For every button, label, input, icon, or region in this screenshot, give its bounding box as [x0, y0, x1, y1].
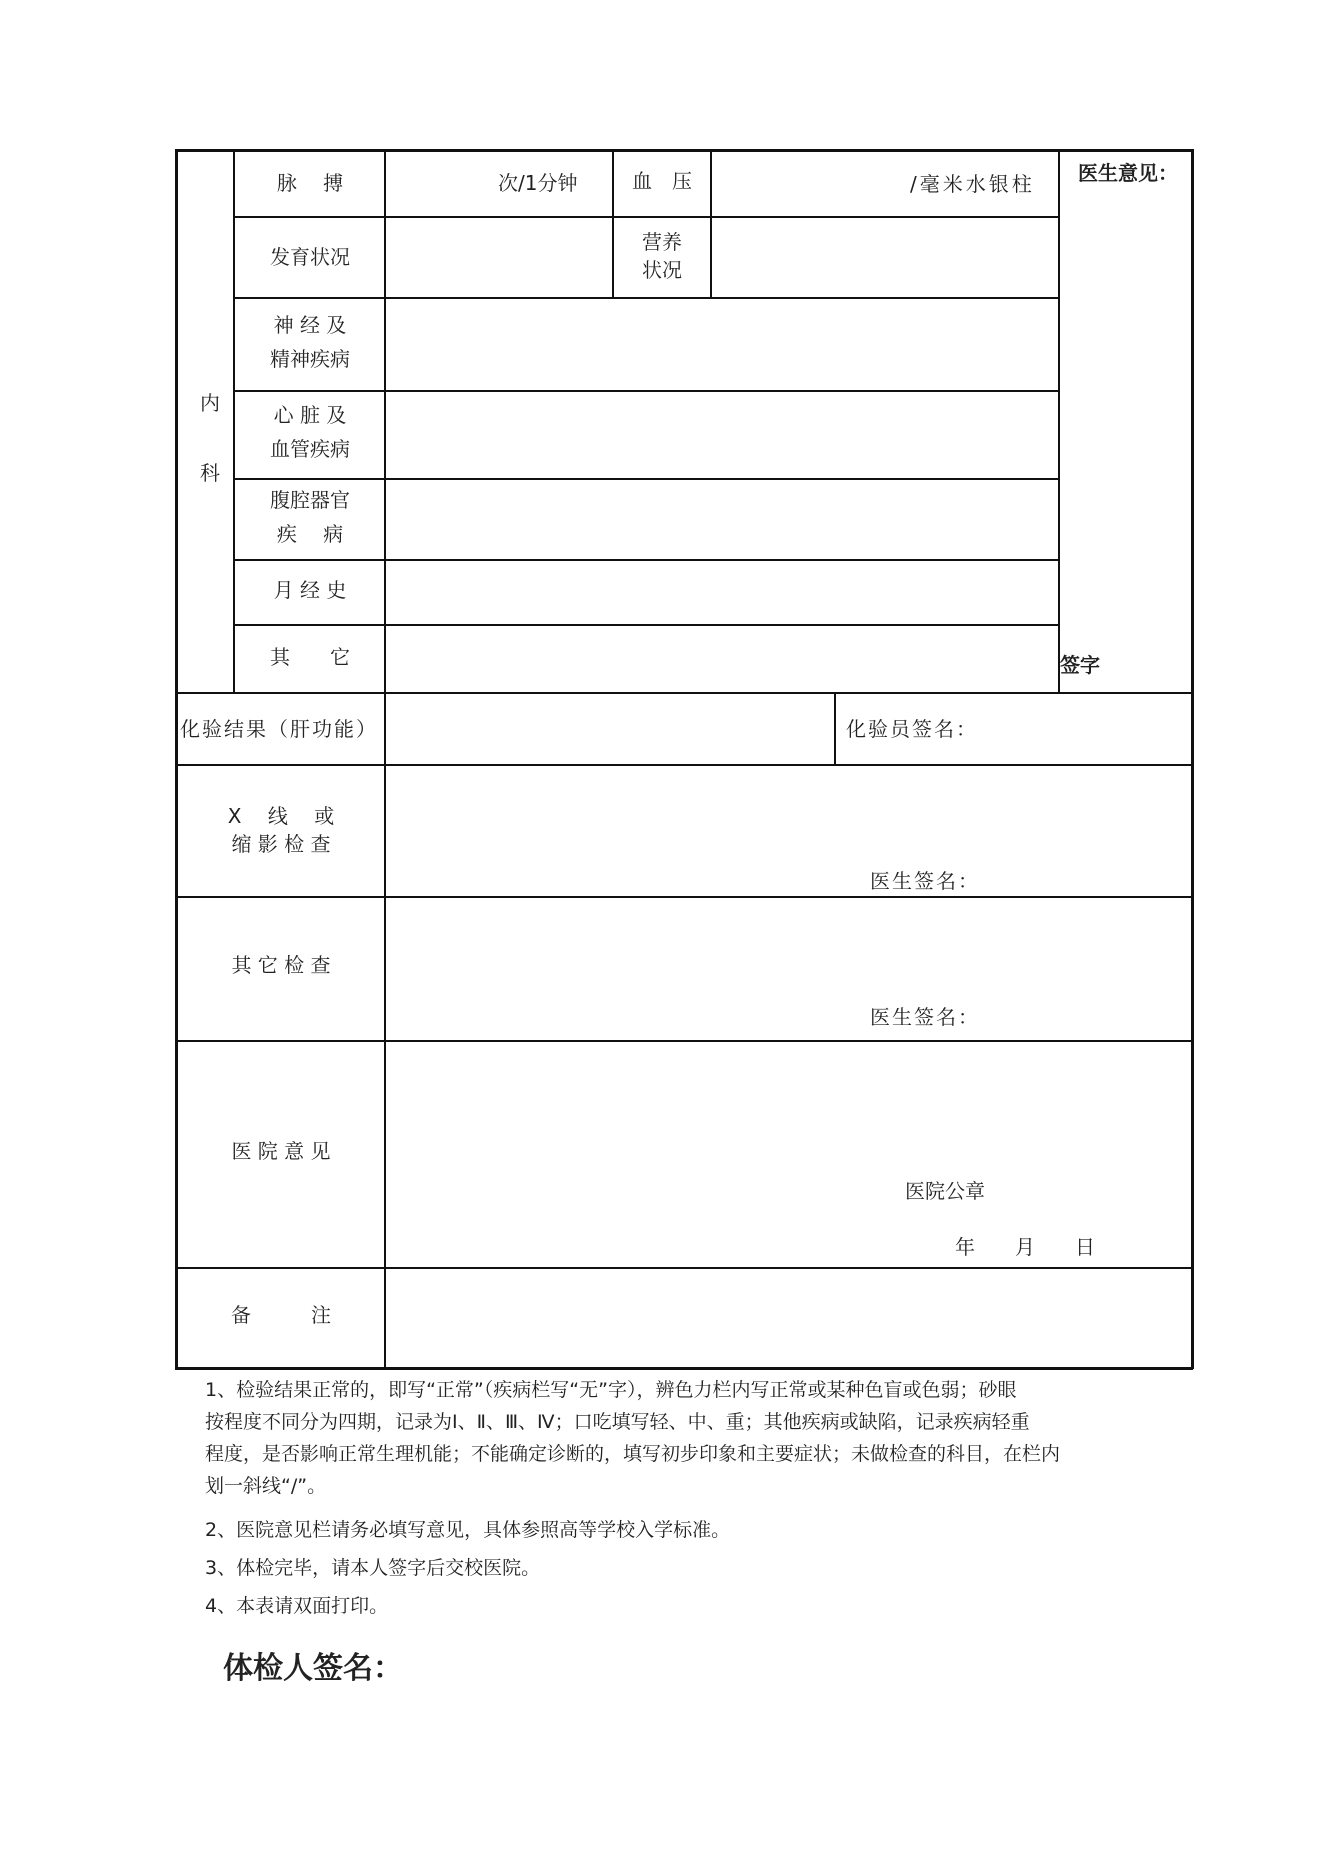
- hospital-date-label: 年 月 日: [955, 1235, 1095, 1259]
- abdomen-label-line: 腹腔器官: [270, 488, 350, 512]
- note-line: 4、本表请双面打印。: [205, 1595, 389, 1617]
- neuro-label-line: 神 经 及: [273, 313, 347, 337]
- lab-result-label: 化验结果（肝功能）: [180, 717, 378, 741]
- development-label: 发育状况: [270, 245, 350, 269]
- internal-medicine-label-line: 科: [200, 461, 220, 485]
- divider: [175, 1040, 1193, 1042]
- signature-label: 签字: [1060, 653, 1100, 677]
- hospital-stamp-label: 医院公章: [905, 1179, 985, 1203]
- note-line: 程度，是否影响正常生理机能；不能确定诊断的，填写初步印象和主要症状；未做检查的科目，在栏内: [205, 1443, 1061, 1465]
- pulse-unit: 次/1分钟: [498, 171, 578, 195]
- table-border-bottom: [175, 1367, 1193, 1370]
- remarks-label: 备 注: [231, 1303, 331, 1327]
- nutrition-label-line: 营养: [642, 230, 682, 254]
- cardio-label: [236, 398, 384, 466]
- neuro-label-line: 精神疾病: [270, 347, 350, 371]
- hospital-opinion-label: 医 院 意 见: [231, 1139, 331, 1163]
- note-line: 3、体检完毕，请本人签字后交校医院。: [205, 1557, 541, 1579]
- cardio-label-line: 血管疾病: [270, 437, 350, 461]
- divider: [233, 624, 1059, 626]
- pulse-label: 脉 搏: [276, 171, 344, 195]
- neuro-label: [236, 308, 384, 376]
- xray-label: [178, 802, 384, 858]
- divider: [834, 692, 836, 765]
- lab-signer-label: 化验员签名：: [846, 717, 978, 741]
- divider: [384, 149, 386, 1369]
- divider: [233, 478, 1059, 480]
- xray-label-line: 缩 影 检 查: [231, 832, 331, 856]
- divider: [175, 692, 1193, 694]
- divider: [233, 216, 1059, 218]
- other-exam-doctor-sign-label: 医生签名：: [870, 1005, 980, 1029]
- divider: [175, 764, 1193, 766]
- divider: [233, 297, 1059, 299]
- blood-pressure-label: 血 压: [632, 169, 692, 193]
- blood-pressure-unit: /毫米水银柱: [910, 172, 1035, 196]
- divider: [233, 149, 235, 693]
- examinee-signature-label: 体检人签名：: [223, 1651, 403, 1686]
- xray-doctor-sign-label: 医生签名：: [870, 869, 980, 893]
- table-border-top: [175, 149, 1193, 152]
- other-exam-label: 其 它 检 查: [231, 953, 331, 977]
- nutrition-label-line: 状况: [642, 258, 682, 282]
- note-line: 2、医院意见栏请务必填写意见，具体参照高等学校入学标准。: [205, 1519, 731, 1541]
- table-border-right: [1191, 149, 1194, 1369]
- cardio-label-line: 心 脏 及: [273, 403, 347, 427]
- note-line: 1、检验结果正常的，即写“正常”（疾病栏写“无”字），辨色力栏内写正常或某种色盲或色弱；砂眼: [205, 1379, 1017, 1401]
- nutrition-label: [614, 228, 710, 284]
- abdomen-label: [236, 483, 384, 551]
- note-line: 划一斜线“/”。: [205, 1475, 327, 1497]
- divider: [175, 896, 1193, 898]
- divider: [1058, 149, 1060, 693]
- doctor-opinion-label: 医生意见：: [1078, 161, 1178, 185]
- abdomen-label-line: 疾 病: [276, 522, 344, 546]
- table-border-left: [175, 149, 178, 1369]
- divider: [233, 559, 1059, 561]
- note-line: 按程度不同分为四期，记录为Ⅰ、Ⅱ、Ⅲ、Ⅳ；口吃填写轻、中、重；其他疾病或缺陷，记录疾病轻重: [205, 1411, 1030, 1433]
- divider: [710, 149, 712, 297]
- internal-medicine-label: [190, 368, 230, 508]
- divider: [175, 1267, 1193, 1269]
- xray-label-line: X 线 或: [227, 804, 335, 828]
- other-label: 其 它: [270, 645, 350, 669]
- internal-medicine-label-line: 内: [200, 391, 220, 415]
- menstrual-history-label: 月 经 史: [273, 578, 347, 602]
- divider: [233, 390, 1059, 392]
